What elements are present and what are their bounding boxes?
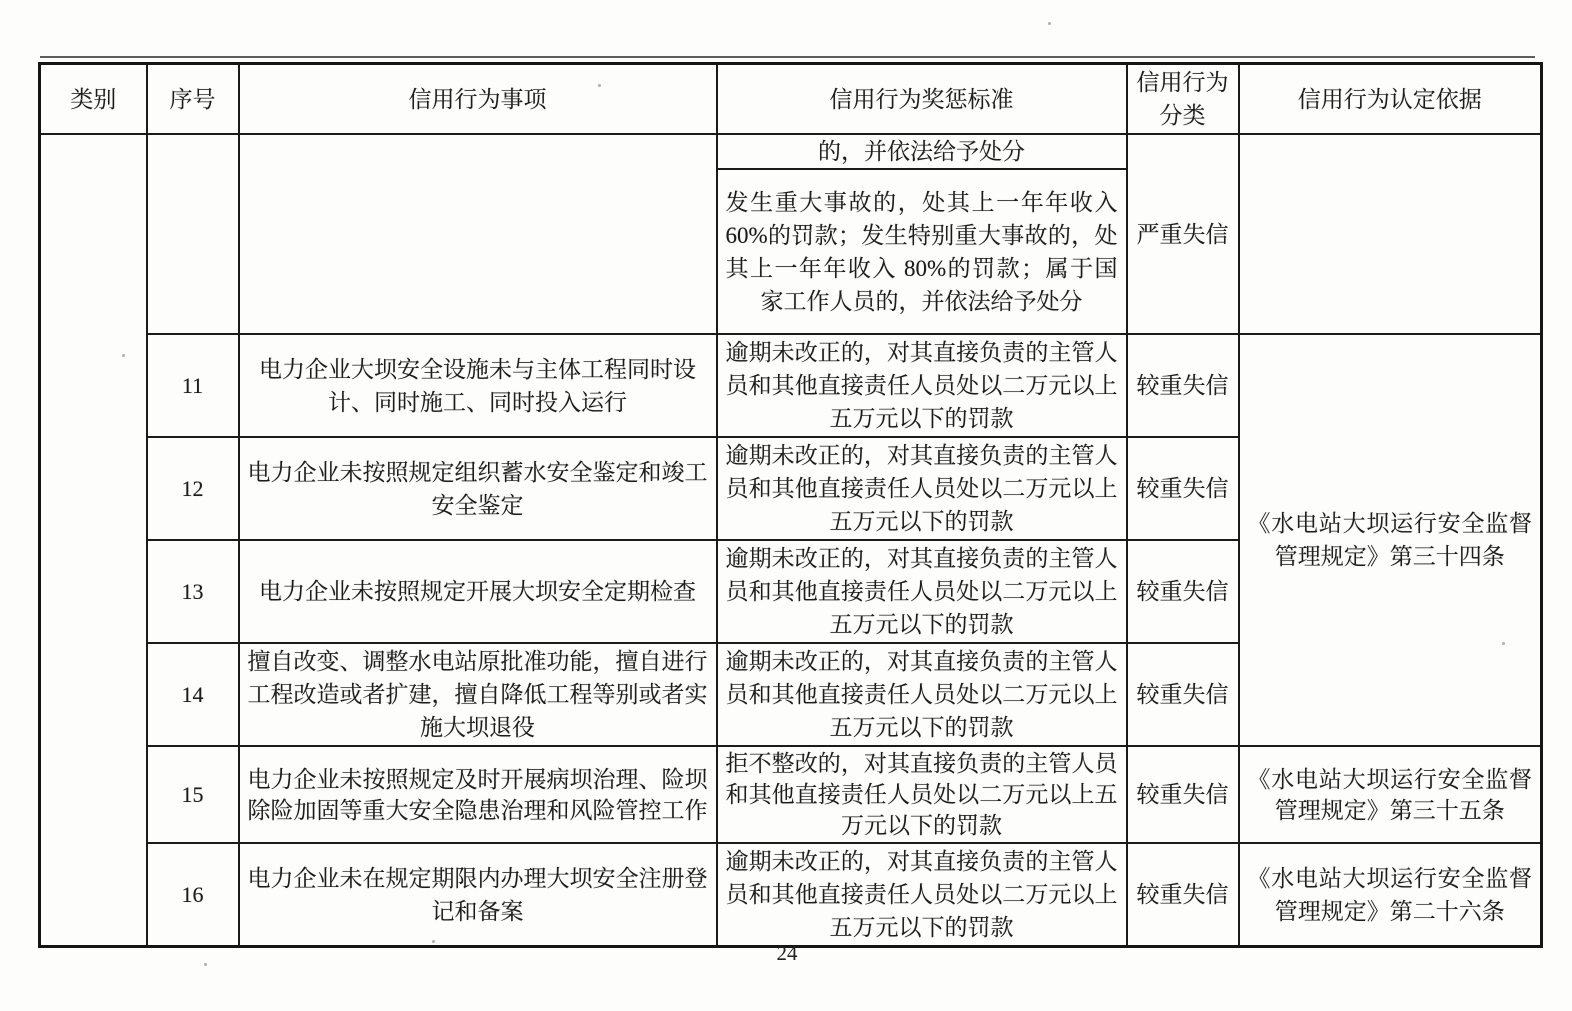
row-12-item: 电力企业未按照规定组织蓄水安全鉴定和竣工安全鉴定 <box>239 437 717 540</box>
credit-behavior-table <box>38 62 1543 948</box>
basis-row-15: 《水电站大坝运行安全监督管理规定》第三十五条 <box>1239 746 1542 843</box>
scan-speck <box>598 84 601 87</box>
row-14-index: 14 <box>147 643 239 746</box>
basis-row-16: 《水电站大坝运行安全监督管理规定》第二十六条 <box>1239 843 1542 947</box>
row-13-item: 电力企业未按照规定开展大坝安全定期检查 <box>239 540 717 643</box>
row-16-classification: 较重失信 <box>1127 843 1239 947</box>
basis-rows-11-14: 《水电站大坝运行安全监督管理规定》第三十四条 <box>1239 334 1542 746</box>
carryover-classification-cell: 严重失信 <box>1127 134 1239 334</box>
row-15-item: 电力企业未按照规定及时开展病坝治理、险坝除险加固等重大安全隐患治理和风险管控工作 <box>239 746 717 843</box>
col-header-basis: 信用行为认定依据 <box>1239 64 1542 135</box>
col-header-item: 信用行为事项 <box>239 64 717 135</box>
category-cell-empty <box>40 134 147 947</box>
carryover-basis-cell-empty <box>1239 134 1542 334</box>
row-11-item: 电力企业大坝安全设施未与主体工程同时设计、同时施工、同时投入运行 <box>239 334 717 437</box>
scan-artifact-line <box>40 56 1535 58</box>
row-11-index: 11 <box>147 334 239 437</box>
row-13-standard: 逾期未改正的，对其直接负责的主管人员和其他直接责任人员处以二万元以上五万元以下的罚款 <box>717 540 1127 643</box>
carryover-row-1 <box>40 134 1542 169</box>
row-16-index: 16 <box>147 843 239 947</box>
carryover-standard-line1: 的，并依法给予处分 <box>717 134 1127 169</box>
row-14-classification: 较重失信 <box>1127 643 1239 746</box>
carryover-index-cell-empty <box>147 134 239 334</box>
table-row-16 <box>40 843 1542 947</box>
scan-speck <box>204 963 207 966</box>
scan-speck <box>1502 642 1505 645</box>
row-11-classification: 较重失信 <box>1127 334 1239 437</box>
col-header-index: 序号 <box>147 64 239 135</box>
table-row-15 <box>40 746 1542 843</box>
row-14-standard: 逾期未改正的，对其直接负责的主管人员和其他直接责任人员处以二万元以上五万元以下的罚款 <box>717 643 1127 746</box>
scan-speck <box>122 354 125 357</box>
row-13-index: 13 <box>147 540 239 643</box>
scan-speck <box>432 940 435 943</box>
row-11-standard: 逾期未改正的，对其直接负责的主管人员和其他直接责任人员处以二万元以上五万元以下的罚款 <box>717 334 1127 437</box>
table-row-11 <box>40 334 1542 437</box>
scan-speck <box>1048 22 1051 25</box>
row-13-classification: 较重失信 <box>1127 540 1239 643</box>
row-12-classification: 较重失信 <box>1127 437 1239 540</box>
carryover-item-cell-empty <box>239 134 717 334</box>
col-header-classification: 信用行为分类 <box>1127 64 1239 135</box>
row-15-index: 15 <box>147 746 239 843</box>
row-12-index: 12 <box>147 437 239 540</box>
col-header-standard: 信用行为奖惩标准 <box>717 64 1127 135</box>
row-12-standard: 逾期未改正的，对其直接负责的主管人员和其他直接责任人员处以二万元以上五万元以下的罚款 <box>717 437 1127 540</box>
row-15-standard: 拒不整改的，对其直接负责的主管人员和其他直接责任人员处以二万元以上五万元以下的罚款 <box>717 746 1127 843</box>
table-header-row <box>40 64 1542 135</box>
row-16-item: 电力企业未在规定期限内办理大坝安全注册登记和备案 <box>239 843 717 947</box>
row-14-item: 擅自改变、调整水电站原批准功能，擅自进行工程改造或者扩建，擅自降低工程等别或者实施大坝退役 <box>239 643 717 746</box>
row-16-standard: 逾期未改正的，对其直接负责的主管人员和其他直接责任人员处以二万元以上五万元以下的罚款 <box>717 843 1127 947</box>
carryover-standard-line2: 发生重大事故的，处其上一年年收入 60%的罚款；发生特别重大事故的，处其上一年年收入 80%的罚款；属于国家工作人员的，并依法给予处分 <box>717 169 1127 334</box>
row-15-classification: 较重失信 <box>1127 746 1239 843</box>
col-header-category: 类别 <box>40 64 147 135</box>
page-number: 24 <box>776 941 798 965</box>
